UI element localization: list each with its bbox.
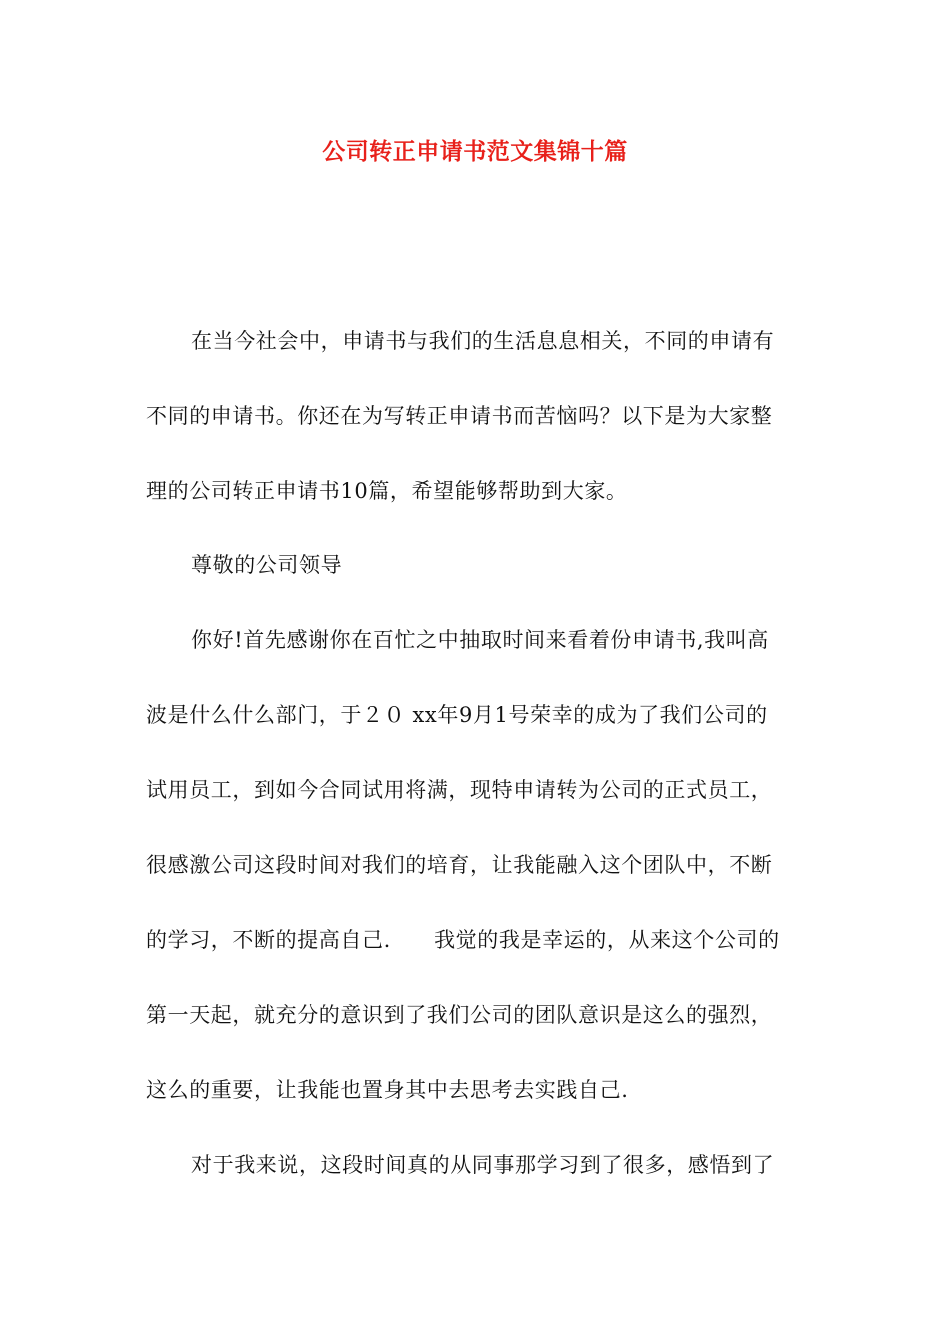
paragraph-line: 对于我来说，这段时间真的从同事那学习到了很多，感悟到了	[191, 1153, 775, 1177]
paragraph-line: 试用员工，到如今合同试用将满，现特申请转为公司的正式员工，	[146, 778, 773, 802]
document-title: 公司转正申请书范文集锦十篇	[322, 139, 628, 165]
paragraph-line: 第一天起，就充分的意识到了我们公司的团队意识是这么的强烈，	[146, 1003, 773, 1027]
paragraph-line: 很感激公司这段时间对我们的培育，让我能融入这个团队中，不断	[146, 853, 773, 877]
paragraph-line: 的学习，不断的提高自己. 我觉的我是幸运的，从来这个公司的	[146, 928, 780, 952]
paragraph-line: 不同的申请书。你还在为写转正申请书而苦恼吗？以下是为大家整	[146, 404, 773, 428]
paragraph-line: 这么的重要，让我能也置身其中去思考去实践自己.	[146, 1078, 629, 1102]
paragraph-line: 波是什么什么部门，于２０ xx年9月1号荣幸的成为了我们公司的	[146, 703, 768, 727]
salutation-line: 尊敬的公司领导	[191, 553, 343, 577]
paragraph-line: 在当今社会中，申请书与我们的生活息息相关，不同的申请有	[191, 329, 775, 353]
paragraph-line: 理的公司转正申请书10篇，希望能够帮助到大家。	[146, 479, 628, 503]
paragraph-line: 你好!首先感谢你在百忙之中抽取时间来看着份申请书,我叫高	[191, 628, 769, 652]
